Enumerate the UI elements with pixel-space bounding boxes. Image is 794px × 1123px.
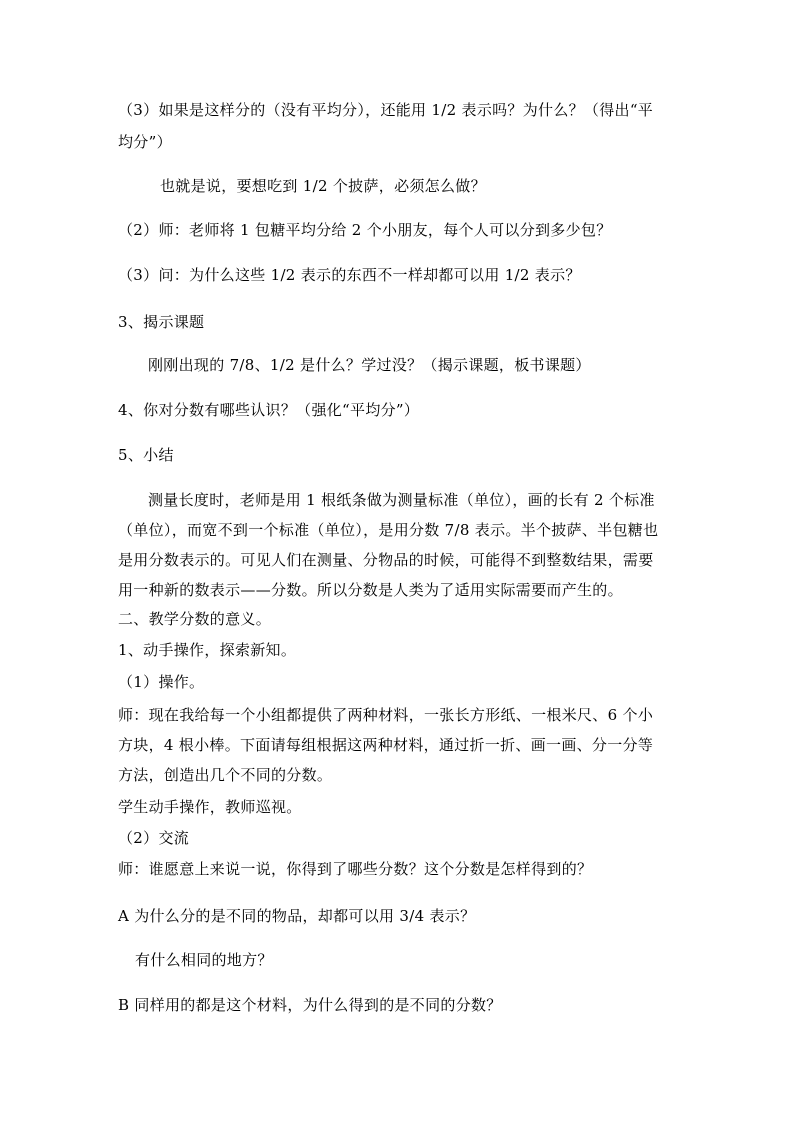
- section-heading: 4、你对分数有哪些认识？（强化“平均分”）: [118, 401, 420, 419]
- text-line: B 同样用的都是这个材料，为什么得到的是不同的分数？: [118, 996, 502, 1014]
- text-line: A 为什么分的是不同的物品，却都可以用 3/4 表示？: [118, 907, 476, 925]
- text-line: 师：现在我给每一个小组都提供了两种材料，一张长方形纸、一根米尺、6 个小: [118, 706, 654, 724]
- text-line: 是用分数表示的。可见人们在测量、分物品的时候，可能得不到整数结果，需要: [118, 551, 654, 569]
- text-line: 用一种新的数表示——分数。所以分数是人类为了适用实际需要而产生的。: [118, 581, 623, 599]
- section-heading: 1、动手操作，探索新知。: [118, 641, 297, 659]
- section-heading: 3、揭示课题: [118, 313, 205, 331]
- text-line: 方法，创造出几个不同的分数。: [118, 766, 333, 784]
- text-line: 刚刚出现的 7/8、1/2 是什么？学过没？（揭示课题，板书课题）: [148, 356, 591, 374]
- text-line: 有什么相同的地方？: [135, 951, 273, 969]
- section-heading: 二、教学分数的意义。: [118, 610, 272, 628]
- text-line: （2）交流: [118, 829, 190, 847]
- text-line: 也就是说，要想吃到 1/2 个披萨，必须怎么做？: [160, 177, 486, 195]
- text-line: （2）师：老师将 1 包糖平均分给 2 个小朋友，每个人可以分到多少包？: [118, 221, 612, 239]
- text-line: 测量长度时，老师是用 1 根纸条做为测量标准（单位），画的长有 2 个标准: [148, 491, 655, 509]
- text-line: 学生动手操作，教师巡视。: [118, 798, 302, 816]
- text-line: （1）操作。: [118, 673, 205, 691]
- text-line: 均分”）: [118, 133, 172, 151]
- text-line: （3）问：为什么这些 1/2 表示的东西不一样却都可以用 1/2 表示？: [118, 266, 581, 284]
- text-line: （3）如果是这样分的（没有平均分），还能用 1/2 表示吗？为什么？（得出“平: [118, 101, 654, 119]
- text-line: （单位），而宽不到一个标准（单位），是用分数 7/8 表示。半个披萨、半包糖也: [118, 521, 659, 539]
- text-line: 方块，4 根小棒。下面请每组根据这两种材料，通过折一折、画一画、分一分等: [118, 736, 654, 754]
- section-heading: 5、小结: [118, 446, 174, 464]
- text-line: 师：谁愿意上来说一说，你得到了哪些分数？这个分数是怎样得到的？: [118, 860, 593, 878]
